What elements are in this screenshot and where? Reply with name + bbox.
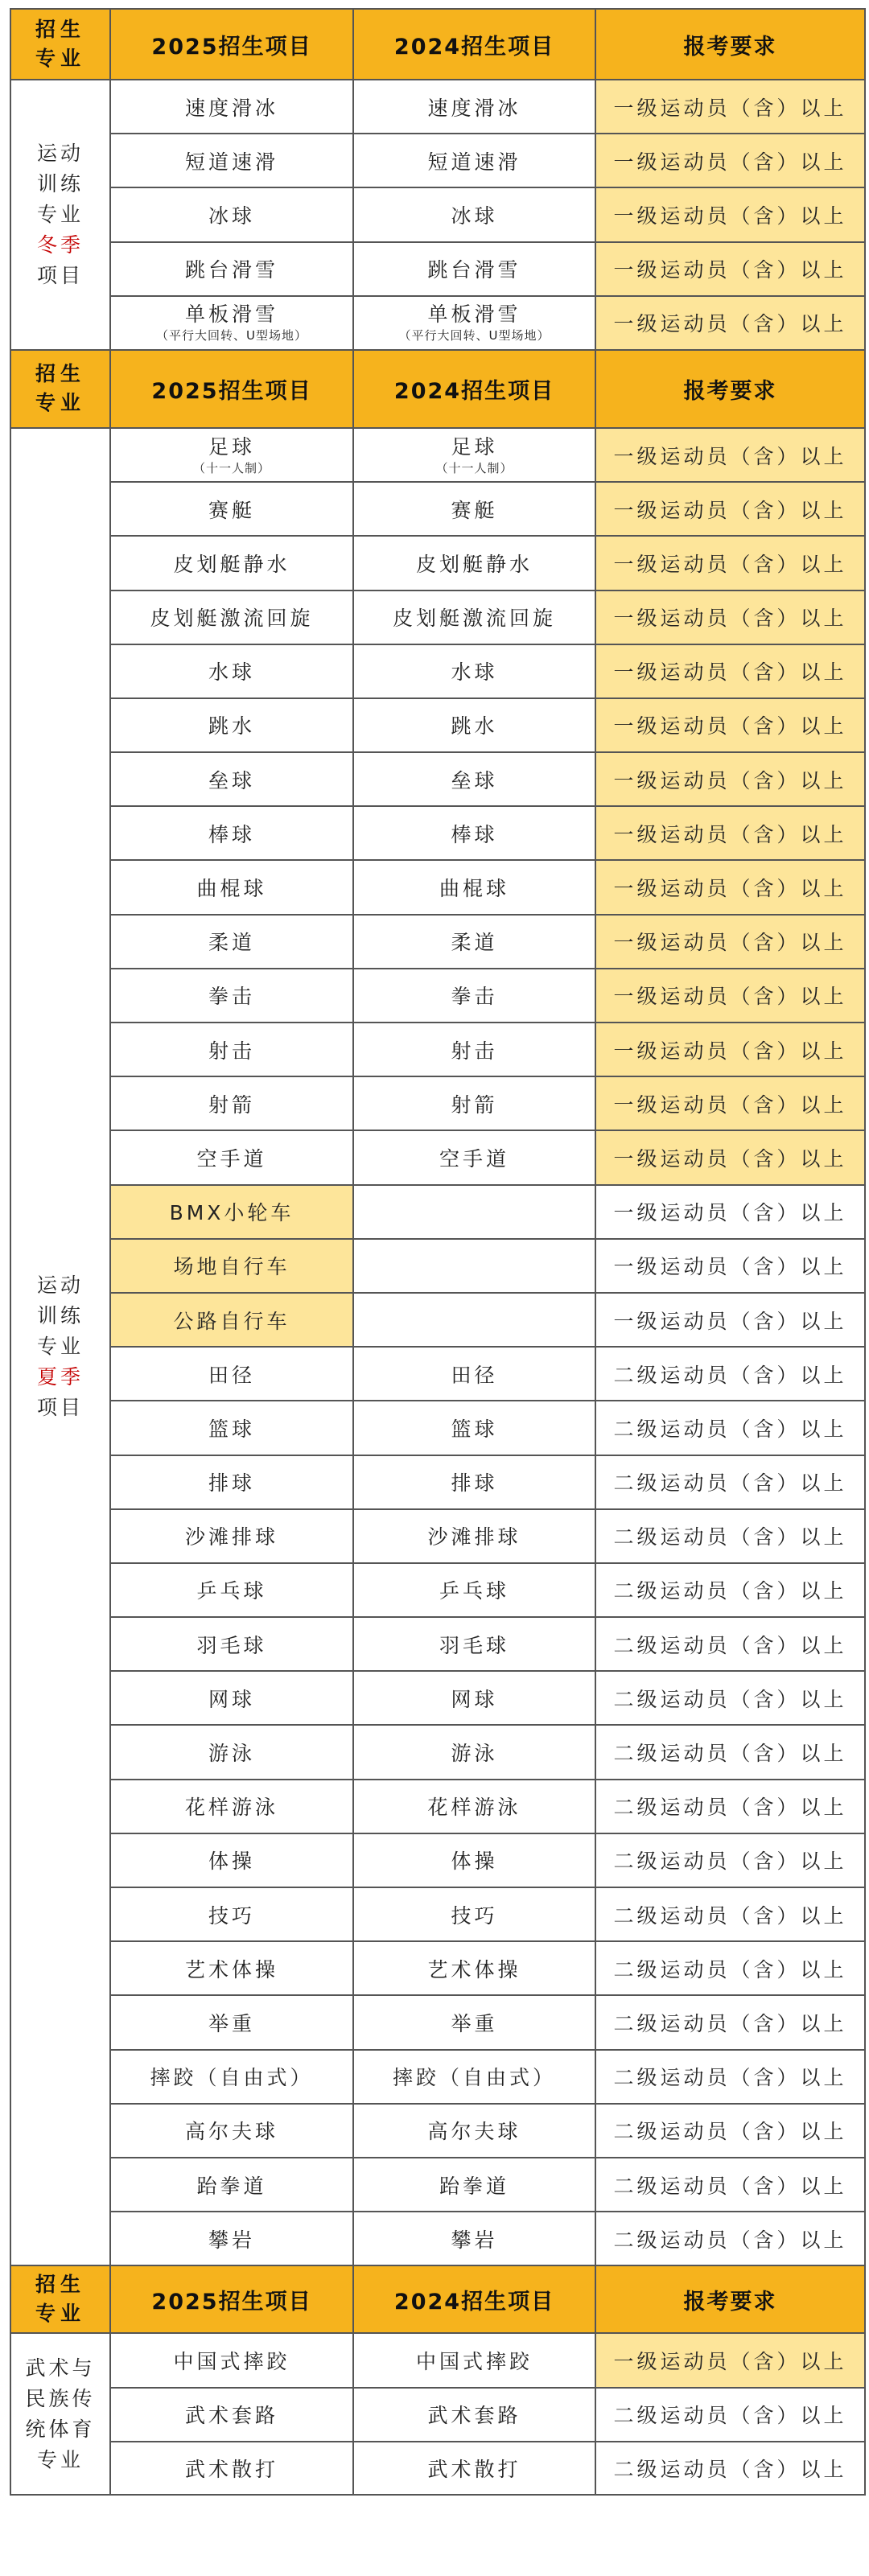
cell-2025-project: 中国式摔跤 [110,2333,353,2387]
specialty-line1: 运动 [36,141,84,165]
table-row [10,698,865,752]
cell-2025-project: 跳水 [110,698,353,752]
cell-requirement: 一级运动员（含）以上 [595,482,865,536]
table-row [10,1995,865,2049]
cell-2025-project: 跆拳道 [110,2158,353,2212]
cell-requirement: 二级运动员（含）以上 [595,2442,865,2495]
table-row [10,2158,865,2212]
season-label: 冬季 [36,232,84,257]
cell-2025-project: 技巧 [110,1887,353,1941]
header-row [10,2265,865,2333]
cell-requirement: 二级运动员（含）以上 [595,1725,865,1779]
cell-requirement: 一级运动员（含）以上 [595,591,865,644]
cell-2025-project: 武术套路 [110,2388,353,2442]
header-specialty [10,2265,110,2333]
cell-2025-project: 高尔夫球 [110,2104,353,2158]
cell-requirement: 一级运动员（含）以上 [595,752,865,806]
cell-requirement: 一级运动员（含）以上 [595,1130,865,1184]
project-note: （十一人制） [435,460,513,475]
specialty-line1: 武术与 [25,2356,96,2380]
cell-requirement: 二级运动员（含）以上 [595,2104,865,2158]
cell-2025-project: 举重 [110,1995,353,2049]
project-name: 单板滑雪 [427,302,521,327]
table-row [10,1941,865,1995]
cell-requirement: 二级运动员（含）以上 [595,1780,865,1833]
table-row [10,80,865,134]
cell-2025-project: BMX小轮车 [110,1185,353,1239]
table-row [10,1023,865,1076]
table-row [10,1833,865,1887]
cell-2024-project: 冰球 [353,187,595,241]
cell-2024-project: 跆拳道 [353,2158,595,2212]
specialty-line2: 训练 [36,171,84,195]
header-2025-projects: 2025招生项目 [110,9,353,80]
table-row [10,428,865,482]
specialty-line2: 民族传 [25,2386,96,2410]
cell-requirement: 二级运动员（含）以上 [595,1347,865,1401]
cell-2024-project: 体操 [353,1833,595,1887]
cell-requirement: 二级运动员（含）以上 [595,2388,865,2442]
cell-requirement: 二级运动员（含）以上 [595,1941,865,1995]
table-row [10,1887,865,1941]
table-row [10,806,865,860]
cell-2025-project: 体操 [110,1833,353,1887]
cell-requirement: 一级运动员（含）以上 [595,1023,865,1076]
cell-2025-project: 田径 [110,1347,353,1401]
cell-requirement: 二级运动员（含）以上 [595,1887,865,1941]
cell-2025-project: 垒球 [110,752,353,806]
cell-requirement: 一级运动员（含）以上 [595,2333,865,2387]
header-specialty-line2: 专业 [35,2302,85,2326]
table-row [10,1076,865,1130]
cell-2024-project [353,428,595,482]
cell-requirement: 一级运动员（含）以上 [595,536,865,590]
cell-2024-project: 武术套路 [353,2388,595,2442]
header-2025-projects: 2025招生项目 [110,2265,353,2333]
cell-2024-project: 攀岩 [353,2212,595,2265]
header-specialty [10,350,110,428]
specialty-line4: 专业 [36,2447,84,2471]
cell-2024-project: 沙滩排球 [353,1509,595,1563]
header-specialty-line2: 专业 [35,47,85,70]
table-row [10,1185,865,1239]
table-row [10,1455,865,1509]
cell-requirement: 二级运动员（含）以上 [595,2212,865,2265]
table-row [10,1725,865,1779]
specialty-line2: 训练 [36,1304,84,1328]
table-row [10,1563,865,1617]
table-row [10,187,865,241]
table-row [10,2212,865,2265]
cell-requirement: 一级运动员（含）以上 [595,296,865,350]
specialty-line4: 项目 [36,1396,84,1420]
cell-2024-project: 羽毛球 [353,1617,595,1671]
cell-2024-project: 篮球 [353,1401,595,1455]
cell-2025-project: 网球 [110,1671,353,1725]
header-2024-projects: 2024招生项目 [353,9,595,80]
table-row [10,1780,865,1833]
cell-2025-project: 武术散打 [110,2442,353,2495]
specialty-line3: 专业 [36,1335,84,1359]
cell-2025-project: 乒乓球 [110,1563,353,1617]
cell-2025-project: 游泳 [110,1725,353,1779]
cell-2024-project: 速度滑冰 [353,80,595,134]
cell-2024-project: 中国式摔跤 [353,2333,595,2387]
table-row [10,591,865,644]
cell-2024-project: 拳击 [353,969,595,1023]
table-row [10,1401,865,1455]
table-row [10,296,865,350]
cell-requirement: 一级运动员（含）以上 [595,80,865,134]
cell-2024-project: 射击 [353,1023,595,1076]
cell-requirement: 一级运动员（含）以上 [595,1185,865,1239]
cell-requirement: 二级运动员（含）以上 [595,1671,865,1725]
table-row [10,482,865,536]
header-specialty-line1: 招生 [35,18,85,41]
cell-2025-project: 公路自行车 [110,1293,353,1347]
cell-2025-project: 皮划艇静水 [110,536,353,590]
cell-2024-project: 皮划艇静水 [353,536,595,590]
specialty-line4: 项目 [36,263,84,287]
table-row [10,2104,865,2158]
cell-2025-project: 羽毛球 [110,1617,353,1671]
header-2024-projects: 2024招生项目 [353,350,595,428]
cell-2024-project: 皮划艇激流回旋 [353,591,595,644]
header-2024-projects: 2024招生项目 [353,2265,595,2333]
table-row [10,2442,865,2495]
cell-requirement: 二级运动员（含）以上 [595,2050,865,2104]
cell-requirement: 一级运动员（含）以上 [595,698,865,752]
cell-2025-project [110,296,353,350]
cell-2025-project: 沙滩排球 [110,1509,353,1563]
project-name: 单板滑雪 [184,302,278,327]
cell-2025-project: 摔跤（自由式） [110,2050,353,2104]
cell-requirement: 一级运动员（含）以上 [595,1076,865,1130]
cell-2024-project: 垒球 [353,752,595,806]
cell-2025-project: 曲棍球 [110,860,353,914]
admission-table [10,8,866,2496]
table-row [10,860,865,914]
cell-requirement: 二级运动员（含）以上 [595,1995,865,2049]
header-requirement: 报考要求 [595,2265,865,2333]
header-row [10,9,865,80]
cell-2025-project: 篮球 [110,1401,353,1455]
cell-2025-project: 攀岩 [110,2212,353,2265]
table-row [10,134,865,187]
cell-2025-project: 射箭 [110,1076,353,1130]
cell-requirement: 二级运动员（含）以上 [595,1833,865,1887]
cell-2024-project [353,1293,595,1347]
cell-2024-project: 武术散打 [353,2442,595,2495]
cell-2024-project: 跳水 [353,698,595,752]
cell-2025-project: 拳击 [110,969,353,1023]
cell-2025-project: 花样游泳 [110,1780,353,1833]
table-row [10,1347,865,1401]
specialty-cell [10,80,110,350]
cell-requirement: 二级运动员（含）以上 [595,1401,865,1455]
cell-requirement: 二级运动员（含）以上 [595,2158,865,2212]
cell-2025-project: 柔道 [110,915,353,969]
cell-2025-project: 短道速滑 [110,134,353,187]
cell-2024-project: 举重 [353,1995,595,2049]
cell-2024-project: 游泳 [353,1725,595,1779]
specialty-cell [10,428,110,2265]
table-row [10,1671,865,1725]
table-row [10,969,865,1023]
project-note: （十一人制） [192,460,270,475]
cell-2024-project: 水球 [353,644,595,698]
cell-requirement: 一级运动员（含）以上 [595,187,865,241]
header-requirement: 报考要求 [595,350,865,428]
cell-requirement: 一级运动员（含）以上 [595,969,865,1023]
cell-2024-project: 乒乓球 [353,1563,595,1617]
cell-requirement: 一级运动员（含）以上 [595,1293,865,1347]
header-specialty-line1: 招生 [35,362,85,386]
table-row [10,644,865,698]
table-row [10,752,865,806]
cell-requirement: 一级运动员（含）以上 [595,915,865,969]
cell-2025-project: 赛艇 [110,482,353,536]
cell-2025-project: 艺术体操 [110,1941,353,1995]
cell-2025-project: 场地自行车 [110,1239,353,1293]
cell-requirement: 一级运动员（含）以上 [595,242,865,296]
table-row [10,242,865,296]
project-name: 足球 [451,434,498,459]
cell-2025-project: 皮划艇激流回旋 [110,591,353,644]
table-row [10,2050,865,2104]
cell-2024-project: 空手道 [353,1130,595,1184]
cell-2025-project [110,428,353,482]
cell-2024-project: 田径 [353,1347,595,1401]
header-specialty-line1: 招生 [35,2273,85,2297]
cell-2024-project: 花样游泳 [353,1780,595,1833]
cell-2025-project: 跳台滑雪 [110,242,353,296]
cell-2025-project: 水球 [110,644,353,698]
cell-2024-project: 技巧 [353,1887,595,1941]
cell-requirement: 二级运动员（含）以上 [595,1509,865,1563]
table-row [10,536,865,590]
project-note: （平行大回转、U型场地） [398,328,550,344]
cell-2024-project: 短道速滑 [353,134,595,187]
cell-2024-project: 赛艇 [353,482,595,536]
cell-2024-project [353,1239,595,1293]
table-row [10,1293,865,1347]
cell-requirement: 一级运动员（含）以上 [595,1239,865,1293]
specialty-cell [10,2333,110,2494]
cell-requirement: 一级运动员（含）以上 [595,644,865,698]
table-row [10,1130,865,1184]
cell-2024-project: 跳台滑雪 [353,242,595,296]
cell-requirement: 二级运动员（含）以上 [595,1617,865,1671]
cell-2024-project [353,296,595,350]
cell-requirement: 一级运动员（含）以上 [595,806,865,860]
cell-2024-project: 艺术体操 [353,1941,595,1995]
project-note: （平行大回转、U型场地） [156,328,307,344]
specialty-line3: 专业 [36,202,84,226]
project-name: 足球 [208,434,255,459]
cell-2025-project: 射击 [110,1023,353,1076]
table-row [10,1617,865,1671]
specialty-line1: 运动 [36,1274,84,1298]
cell-2024-project: 柔道 [353,915,595,969]
cell-2025-project: 棒球 [110,806,353,860]
header-2025-projects: 2025招生项目 [110,350,353,428]
table-row [10,1509,865,1563]
cell-2024-project [353,1185,595,1239]
header-requirement: 报考要求 [595,9,865,80]
cell-2025-project: 空手道 [110,1130,353,1184]
table-row [10,2333,865,2387]
cell-requirement: 一级运动员（含）以上 [595,428,865,482]
header-row [10,350,865,428]
cell-2024-project: 网球 [353,1671,595,1725]
table-row [10,915,865,969]
table-row [10,2388,865,2442]
cell-2024-project: 曲棍球 [353,860,595,914]
header-specialty-line2: 专业 [35,391,85,415]
cell-2025-project: 冰球 [110,187,353,241]
cell-requirement: 一级运动员（含）以上 [595,134,865,187]
header-specialty [10,9,110,80]
cell-2024-project: 棒球 [353,806,595,860]
cell-requirement: 一级运动员（含）以上 [595,860,865,914]
cell-2024-project: 排球 [353,1455,595,1509]
cell-2025-project: 速度滑冰 [110,80,353,134]
cell-2024-project: 高尔夫球 [353,2104,595,2158]
specialty-line3: 统体育 [25,2417,96,2441]
cell-requirement: 二级运动员（含）以上 [595,1455,865,1509]
season-label: 夏季 [36,1365,84,1389]
cell-2024-project: 射箭 [353,1076,595,1130]
cell-2024-project: 摔跤（自由式） [353,2050,595,2104]
table-row [10,1239,865,1293]
cell-requirement: 二级运动员（含）以上 [595,1563,865,1617]
cell-2025-project: 排球 [110,1455,353,1509]
